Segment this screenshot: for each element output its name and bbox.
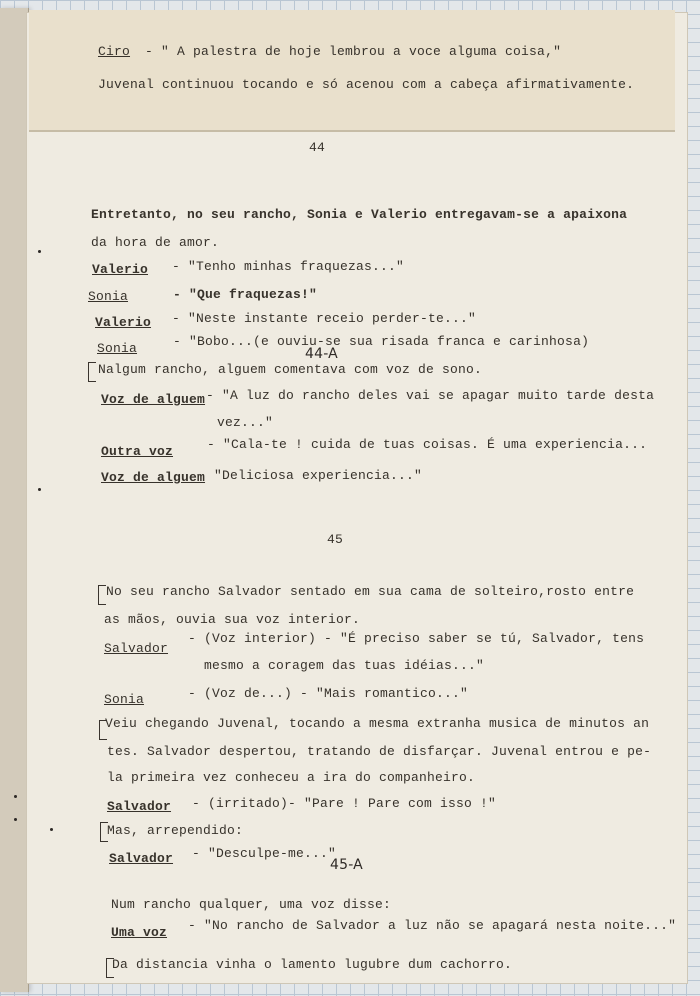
speaker-outra-voz: Outra voz (101, 444, 174, 459)
dialogue-line: - "Que fraquezas!" (173, 287, 318, 302)
salvador-line-3: - "Desculpe-me..." (192, 846, 337, 861)
dialogue-line: - "Neste instante receio perder-te..." (172, 311, 477, 326)
dialogue-line: - "Bobo...(e ouviu-se sua risada franca e carinhosa) (173, 334, 590, 349)
dialogue-speaker: Sonia (88, 289, 129, 304)
dialogue-line: - "Tenho minhas fraquezas..." (172, 259, 405, 274)
voz-de-alguem-line: - "A luz do rancho deles vai se apagar muito tarde desta (206, 388, 655, 403)
handwritten-note-45a: 45-A (330, 857, 363, 873)
scene44-narration-1: Entretanto, no seu rancho, Sonia e Valerio entregavam-se a apaixona (91, 207, 628, 222)
scene44-narration-2: da hora de amor. (91, 235, 220, 250)
speaker-salvador-2: Salvador (107, 799, 172, 814)
punch-hole (38, 488, 41, 491)
scene45-narration-5: la primeira vez conheceu a ira do companheiro. (107, 770, 476, 785)
strip-speaker-ciro: Ciro (98, 44, 131, 59)
strip-line2: Juvenal continuou tocando e só acenou com a cabeça afirmativamente. (98, 77, 635, 92)
scene45-narration-4: tes. Salvador despertou, tratando de disfarçar. Juvenal entrou e pe- (107, 744, 652, 759)
punch-hole (14, 818, 17, 821)
speaker-voz-de-alguem-2: Voz de alguem (101, 470, 206, 485)
outra-voz-line: - "Cala-te ! cuida de tuas coisas. É uma experiencia... (207, 437, 648, 452)
paragraph-mark (98, 585, 106, 605)
scene-number-45: 45 (327, 532, 344, 547)
speaker-uma-voz: Uma voz (111, 925, 168, 940)
salvador-line-2: - (irritado)- "Pare ! Pare com isso !" (192, 796, 497, 811)
strip-line1: - " A palestra de hoje lembrou a voce alguma coisa," (145, 44, 562, 59)
scene45-narration-2: as mãos, ouvia sua voz interior. (104, 612, 361, 627)
speaker-sonia: Sonia (104, 692, 145, 707)
scene45-narration-8: Da distancia vinha o lamento lugubre dum cachorro. (112, 957, 513, 972)
speaker-voz-de-alguem: Voz de alguem (101, 392, 206, 407)
sonia-line: - (Voz de...) - "Mais romantico..." (188, 686, 469, 701)
scene45-narration-6: Mas, arrependido: (107, 823, 244, 838)
paragraph-mark (88, 362, 96, 382)
dialogue-speaker: Valerio (95, 315, 152, 330)
scene45-narration-3: Veiu chegando Juvenal, tocando a mesma extranha musica de minutos an (105, 716, 650, 731)
salvador-line-1: - (Voz interior) - "É preciso saber se tú, Salvador, tens (188, 631, 645, 646)
uma-voz-line: - "No rancho de Salvador a luz não se apagará nesta noite..." (188, 918, 677, 933)
scene44-narration-3: Nalgum rancho, alguem comentava com voz de sono. (98, 362, 483, 377)
voz-de-alguem-line-cont: vez..." (217, 415, 274, 430)
punch-hole (50, 828, 53, 831)
punch-hole (38, 250, 41, 253)
scene45-narration-7: Num rancho qualquer, uma voz disse: (111, 897, 392, 912)
previous-page-strip (29, 10, 675, 132)
speaker-salvador-3: Salvador (109, 851, 174, 866)
speaker-salvador-1: Salvador (104, 641, 169, 656)
punch-hole (14, 795, 17, 798)
binder-edge (0, 8, 29, 992)
voz-de-alguem-2-line: "Deliciosa experiencia..." (214, 468, 423, 483)
dialogue-speaker: Sonia (97, 341, 138, 356)
scene-number-44: 44 (309, 140, 326, 155)
dialogue-speaker: Valerio (92, 262, 149, 277)
scene45-narration-1: No seu rancho Salvador sentado em sua cama de solteiro,rosto entre (106, 584, 635, 599)
handwritten-note-44a: 44-A (305, 346, 338, 362)
salvador-line-1-cont: mesmo a coragem das tuas idéias..." (204, 658, 485, 673)
